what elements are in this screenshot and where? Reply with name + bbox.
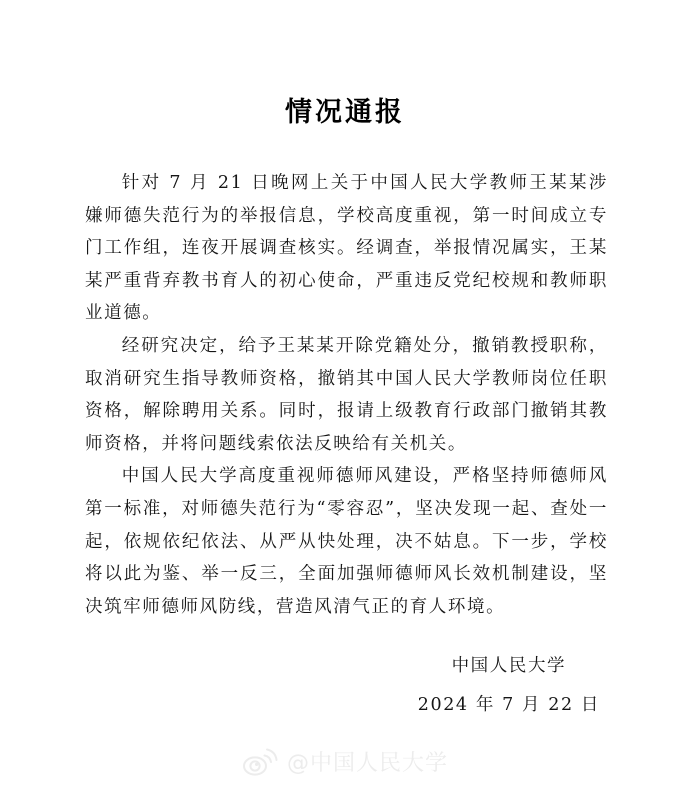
paragraph-investigation: 针对 7 月 21 日晚网上关于中国人民大学教师王某某涉嫌师德失范行为的举报信息，学校高度重视，第一时间成立专门工作组，连夜开展调查核实。经调查，举报情况属实，王某某严重背弃教书育人的初心使命，严重违反党纪校规和教师职业道德。 (85, 173, 608, 324)
paragraph-punishment: 经研究决定，给予王某某开除党籍处分，撤销教授职称，取消研究生指导教师资格，撤销其中国人民大学教师岗位任职资格，解除聘用关系。同时，报请上级教育行政部门撤销其教师资格，并将问题线索依法反映给有关机关。 (85, 335, 608, 454)
page-title: 情况通报 (285, 97, 405, 128)
signature-org: 中国人民大学 (451, 656, 567, 676)
signature-block (418, 652, 600, 716)
watermark-text: @中国人民大学 (286, 751, 448, 776)
watermark (0, 746, 690, 777)
document-body (85, 167, 608, 623)
paragraph-policy: 中国人民大学高度重视师德师风建设，严格坚持师德师风第一标准，对师德失范行为“零容忍”，坚决发现一起、查处一起，依规依纪依法、从严从快处理，决不姑息。下一步，学校将以此为鉴、举一反三，全面加强师德师风长效机制建设，坚决筑牢师德师风防线，营造风清气正的育人环境。 (85, 466, 608, 617)
weibo-icon (242, 746, 279, 777)
signature-date: 2024 年 7 月 22 日 (417, 695, 600, 715)
